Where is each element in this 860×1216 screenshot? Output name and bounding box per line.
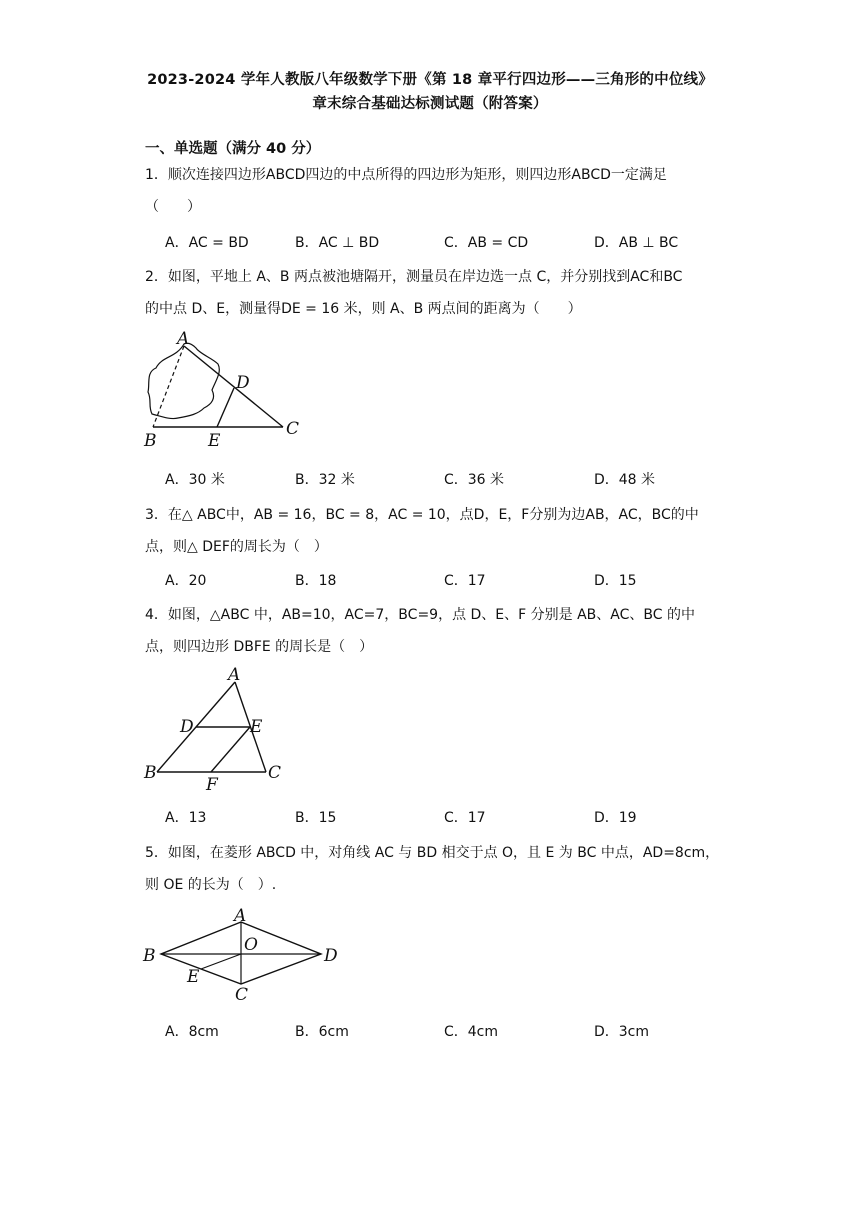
q2-option-d: D．48 米 <box>594 472 656 488</box>
label-c: C <box>235 985 249 1005</box>
doc-title-line1: 2023-2024 学年人教版八年级数学下册《第 18 章平行四边形——三角形的中位线》 <box>147 72 713 88</box>
label-a: A <box>177 329 190 349</box>
label-d: D <box>180 717 194 737</box>
q3-option-c: C．17 <box>444 573 486 589</box>
q4-stem-line1: 4．如图，△ABC 中，AB=10，AC=7，BC=9，点 D、E、F 分别是 AB、AC、BC 的中 <box>145 607 695 623</box>
q1-option-a: A．AC = BD <box>165 235 249 251</box>
label-e: E <box>187 967 200 987</box>
q2-option-b: B．32 米 <box>295 472 355 488</box>
pond-shape <box>148 343 219 418</box>
label-d: D <box>236 373 250 393</box>
q2-option-a: A．30 米 <box>165 472 225 488</box>
q3-stem-line1: 3．在△ ABC中，AB = 16，BC = 8，AC = 10，点D，E，F分别为边AB，AC，BC的中 <box>145 507 699 523</box>
section-heading: 一、单选题（满分 40 分） <box>145 141 321 157</box>
q4-option-d: D．19 <box>594 810 637 826</box>
label-e: E <box>250 717 263 737</box>
label-b: B <box>144 431 157 451</box>
q4-figure <box>140 665 285 795</box>
label-b: B <box>144 763 157 783</box>
q1-stem-line1: 1．顺次连接四边形ABCD四边的中点所得的四边形为矩形，则四边形ABCD一定满足 <box>145 167 667 183</box>
q2-option-c: C．36 米 <box>444 472 505 488</box>
q2-stem-line2: 的中点 D、E，测量得DE = 16 米，则 A、B 两点间的距离为（ ） <box>145 301 582 317</box>
line-d-e <box>217 388 234 427</box>
label-c: C <box>268 763 282 783</box>
label-b: B <box>143 946 156 966</box>
q5-figure <box>140 906 345 1005</box>
q3-option-d: D．15 <box>594 573 637 589</box>
segment-oe <box>201 954 241 969</box>
q2-stem-line1: 2．如图，平地上 A、B 两点被池塘隔开，测量员在岸边选一点 C，并分别找到AC和BC <box>145 269 683 285</box>
q3-stem-line2: 点，则△ DEF的周长为（ ） <box>145 539 328 555</box>
q5-stem-line2: 则 OE 的长为（ ）. <box>145 877 277 893</box>
q4-stem-line2: 点，则四边形 DBFE 的周长是（ ） <box>145 639 374 655</box>
q3-option-a: A．20 <box>165 573 207 589</box>
line-a-c <box>184 346 283 427</box>
q5-stem-line1: 5．如图，在菱形 ABCD 中，对角线 AC 与 BD 相交于点 O，且 E 为 BC 中点，AD=8cm， <box>145 845 720 861</box>
q4-option-a: A．13 <box>165 810 207 826</box>
q1-option-b: B．AC ⊥ BD <box>295 235 380 251</box>
q4-option-b: B．15 <box>295 810 337 826</box>
q3-option-b: B．18 <box>295 573 337 589</box>
doc-title-line2: 章末综合基础达标测试题（附答案） <box>312 96 548 112</box>
q5-option-a: A．8cm <box>165 1024 219 1040</box>
label-o: O <box>244 935 258 955</box>
q5-option-c: C．4cm <box>444 1024 499 1040</box>
q2-figure <box>140 328 310 453</box>
label-f: F <box>206 775 218 795</box>
label-c: C <box>286 419 300 439</box>
q4-option-c: C．17 <box>444 810 486 826</box>
label-d: D <box>324 946 338 966</box>
label-a: A <box>228 665 241 685</box>
line-a-b-dashed <box>153 346 184 427</box>
line-e-f <box>211 727 250 772</box>
q1-option-c: C．AB = CD <box>444 235 529 251</box>
q1-stem-line2: （ ） <box>145 199 201 215</box>
label-e: E <box>208 431 221 451</box>
q1-option-d: D．AB ⊥ BC <box>594 235 679 251</box>
label-a: A <box>234 906 247 926</box>
q5-option-d: D．3cm <box>594 1024 650 1040</box>
q5-option-b: B．6cm <box>295 1024 349 1040</box>
